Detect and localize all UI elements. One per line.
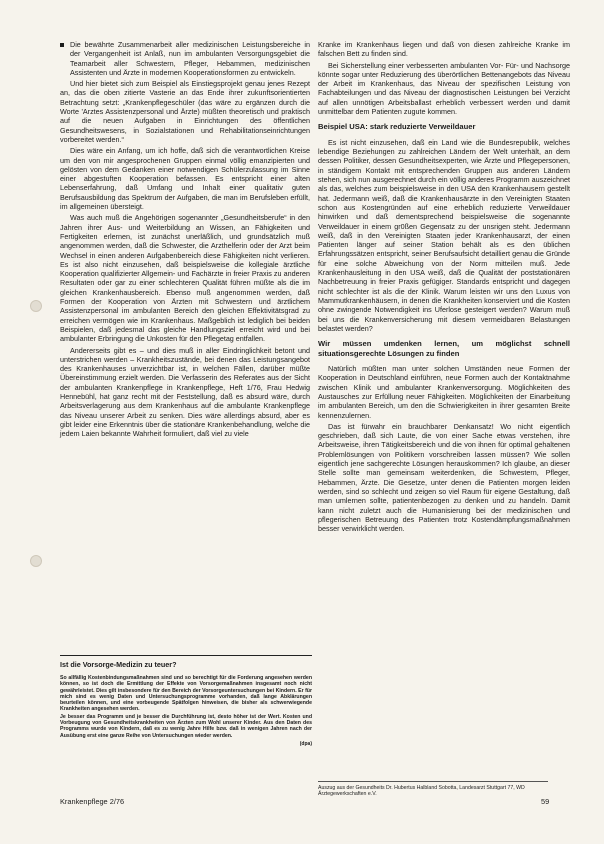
box-paragraph: Je besser das Programm und je besser die Durchführung ist, desto höher ist der Wert. Kosten und Vorbeugung von Gesundheitskrankheiten von Ärzten zum Wohl unserer Kinder. Aus den Daten des Programms wurde von Kindern, daß es zu wenig Jahre Hilfe bzw. daß in wenigen Jahren nach der Ausübung erst eine ganze Reihe von Untersuchungen wieder werden. <box>60 713 312 739</box>
paragraph: Dies wäre ein Anfang, um ich hoffe, daß sich die verantwortlichen Kreise um den von mir angesprochenen Gruppen einmal völlig emanzipierten und gelösten von dem Gedanken einer notwendigen Schülerzulassung im Sinne einer abgestuften Kooperation befassen. Es entspricht einer alten Lebenserfahrung, daß Umfang und Inhalt einer qualitativ guten Berufsausbildung das Spektrum der Aufgaben, die man im Berufsleben erfüllt, im allgemeinen übersteigt. <box>60 146 310 212</box>
box-title: Ist die Vorsorge-Medizin zu teuer? <box>60 660 177 669</box>
box-signature: (dpa) <box>299 740 312 747</box>
bullet-paragraph: Die bewährte Zusammenarbeit aller medizinischen Leistungsbereiche in der Vergangenheit ist Anlaß, nun im ambulanten Versorgungsgebiet die Teamarbeit aller Schwestern, Pfleger, Hebammen, medizinischen Assistenten und Ärzte in modernen Kooperationsformen zu entwickeln. <box>60 40 310 77</box>
paragraph: Bei Sicherstellung einer verbesserten ambulanten Vor- Für- und Nachsorge könnte sogar unter Reduzierung des überörtlichen Bettenangebots das Niveau der Arbeit im Krankenhaus, das Niveau der spezifischen Leistung von Fachabteilungen und das Niveau der diagnostischen Leistungen bei Verzicht auf allen unnötigen Arbeitsballast erheblich verbessert werden und damit unmittelbar dem Patienten zugute kommen. <box>318 60 570 117</box>
bullet-icon <box>60 43 64 47</box>
paragraph: Kranke im Krankenhaus liegen und daß von diesen zahlreiche Kranke im falschen Bett zu finden sind. <box>318 40 570 59</box>
paragraph: Es ist nicht einzusehen, daß ein Land wie die Bundesrepublik, welches lebendige Beziehungen zu zahlreichen Ländern der Welt unterhält, an dem dessen Politiker, dessen Gesundheitsexperten, wie Ärzte und Pflegepersonen, in ständigem Kontakt mit entsprechenden Gruppen aus anderen Ländern stehen, sich nun ausgerechnet durch ein völlig anderes Programm auszeichnet als das, welches zum beispielsweise in den USA den Krankenhausern gestellt hat. Jedermann weiß, daß die Krankenhausärzte in den Vereinigten Staaten schon aus Kostengründen auf eine erheblich reduzierte Verweildauer hinwirken und daß dementsprechend beispielsweise die sogenannte Verweildauer in einem gr0ßen Gegensatz zu der unsrigen steht. Jedermann weiß, daß in den Vereinigten Staaten jeder Krankenhausarzt, der einen Patienten länger auf seiner Station behält als es den üblichen Erfahrungssätzen entspricht, seiner Berufsaufsicht detailliert genau die Gründe für eine solche Abweichung von der Norm mitteilen muß. Jede Krankenhausleitung in den USA weiß, daß die Qualität der poststationären Nachbetreuung in freier Praxis gefügiger. Standards entspricht und dagegen nicht schlechter ist als die der Klinik. Warum leisten wir uns den Luxus von Mammutkrankenhäusern, in denen die Krankheiten konserviert und die Kosten ohne zwingende Notwendigkeit ins Uferlose gesteigert werden? Warum muß bei uns die Krankenversicherung mit diesem vermeidbaren Belastungen belastet werden? <box>318 137 570 333</box>
sidebar-box <box>60 655 312 747</box>
paragraph: Und hier bietet sich zum Beispiel als Einstiegsprojekt genau jenes Rezept an, das die oben zitierte Vasterie an das Ende ihrer zukunftsorientierten Betrachtung setzt: „Krankenpflegeschüler (das wäre zu ergänzen durch die Worte 'Arztes Assistenzpersonal und Ärzte) müßten theoretisch und praktisch auf die neuen Aufgaben in Einrichtungen des öffentlichen Gesundheitswesens, in Sozialstationen und Rehabilitationseinrichtungen vorbereitet werden.“ <box>60 79 310 144</box>
paragraph: Was auch muß die Angehörigen sogenannter „Gesundheitsberufe“ in den Jahren ihrer Aus- und Weiterbildung an Wissen, an Fähigkeiten und Fertigkeiten erlernen, ist zunächst unerläßlich, und grundsätzlich muß angenommen werden, daß die Schwester, die Arzthelferin oder der Arzt beim Wechsel in einen anderen Aufgabenbereich diese Fähigkeiten nicht verlieren. Es ist also nicht einzusehen, daß beispielsweise die kollegiale ärztliche Kooperation qualifizierter Allgemein- und Fachärzte in freier Praxis zu anderen Resultaten oder gar zu einer schlechteren Qualität führen müßte als die im gleichen Krankenhausbereich. Ebenso muß angenommen werden, daß Formen der Kooperation von Ärzten mit Schwestern und ärztlichem Assistenzpersonal im ambulanten Bereich den gleichen Effektivitätsgrad zu erreichen vermögen wie im Krankenhaus. Maßgeblich ist lediglich bei beiden Beispielen, daß jedesmal das gleiche Handlungsziel erreicht wird und bei ambulanter Erbringung die Unkosten für den Pflegetag entfallen. <box>60 213 310 344</box>
section-heading: Wir müssen umdenken lernen, um möglichst schnell situationsgerechte Lösungen zu finden <box>318 339 570 358</box>
footer-journal: Krankenpflege 2/76 <box>60 797 125 806</box>
paragraph: Natürlich müßten man unter solchen Umständen neue Formen der Kooperation in Deutschland einführen, neue Formen auch der Kontaktnahme zwischen Klinik und ambulanter Krankenversorgung. Möglichkeiten des Austausches zur Erfüllung neuer Fähigkeiten. Möglichkeiten der Einarbeitung im ambulanten Bereich, um den die Schwierigkeiten in ihrer gesamten Breite kennenzulernen. <box>318 364 570 420</box>
punch-hole <box>30 555 42 567</box>
paragraph: Das ist fürwahr ein brauchbarer Denkansatz! Wo nicht eigentlich geschrieben, daß sich Laute, die von einer Sache etwas verstehen, ihre Arbeitsweise, ihren Tätigkeitsbereich und die von ihnen für optimal gehaltenen Problemlösungen von Politikern vorschreiben lassen müssen? Wie sollen eigentlich jene sachgerechte Lösungen herauskommen? Ich glaube, an dieser Stelle sollte man gemeinsam weiterdenken, die Schwestern, Pfleger, Hebammen, Ärzte. Die Gesetze, unter denen die Patienten morgen leiden werden, sind so schlecht und zeigen so viel Raum für eigene Gestaltung, daß man umlernen sollte, patientenbezogen zu denken und zu handeln. Damit kann nicht zuletzt auch die Humanisierung bei der medizinischen und pflegerischen Betreuung des Patienten trotz Kostendämpfungsmaßnahmen besser verwirklicht werden. <box>318 421 570 534</box>
page-number: 59 <box>541 797 550 806</box>
box-paragraph: So allfällig Kostenbindungsmaßnahmen sind und so berechtigt für die Forderung angesehen werden können, so ist doch die Ermittlung der Effekte von Vorsorgemaßnahmen insgesamt noch nicht gewährleistet. Dies gilt insbesondere für den Bereich der Vorsorgeuntersuchungen bei Kindern. Er für mich sind es wenig Daten und Untersuchungsprogramme vorhanden, daß lange Abklärungen beurteilen können, und eine vorbeugende Spätfolgen hinweisen, die bisher als schwerwiegende Krankheiten angesehen werden. <box>60 675 312 713</box>
right-column <box>318 40 570 535</box>
section-heading: Beispiel USA: stark reduzierte Verweildauer <box>318 122 476 132</box>
footnote: Auszug aus der Gesundheits Dr. Hubertus Halbland Sobotta, Landesarzt Stuttgart 77, WD Ärztegewerkschaften e.V. <box>318 781 548 797</box>
left-column <box>60 40 310 440</box>
paragraph: Andererseits gibt es – und dies muß in aller Eindringlichkeit betont und unterstrichen werden – Krankheitszustände, bei denen das Leistungsangebot des Krankenhauses unverzichtbar ist, in welchen Fällen, darüber müßte Übereinstimmung erzielt werden. Die Verfasserin des Referates aus der Sicht der ambulanten Krankenpflege in Krankenpflege, Heft 1/76, Frau Hedwig Hennebühl, hat ganz recht mit der Feststellung, daß es absurd wäre, durch Arbeitsverlagerung aus dem Krankenhaus auf die ambulante Krankenpflege das Niveau unserer Arbeit zu senken. Dies wäre allerdings absurd, aber es gibt leider eine Erkenntnis über die stationäre Krankenbehandlung, welche die jedem Laien bekannte Wahrheit formuliert, daß viel zu viele <box>60 345 310 439</box>
punch-hole <box>30 300 42 312</box>
